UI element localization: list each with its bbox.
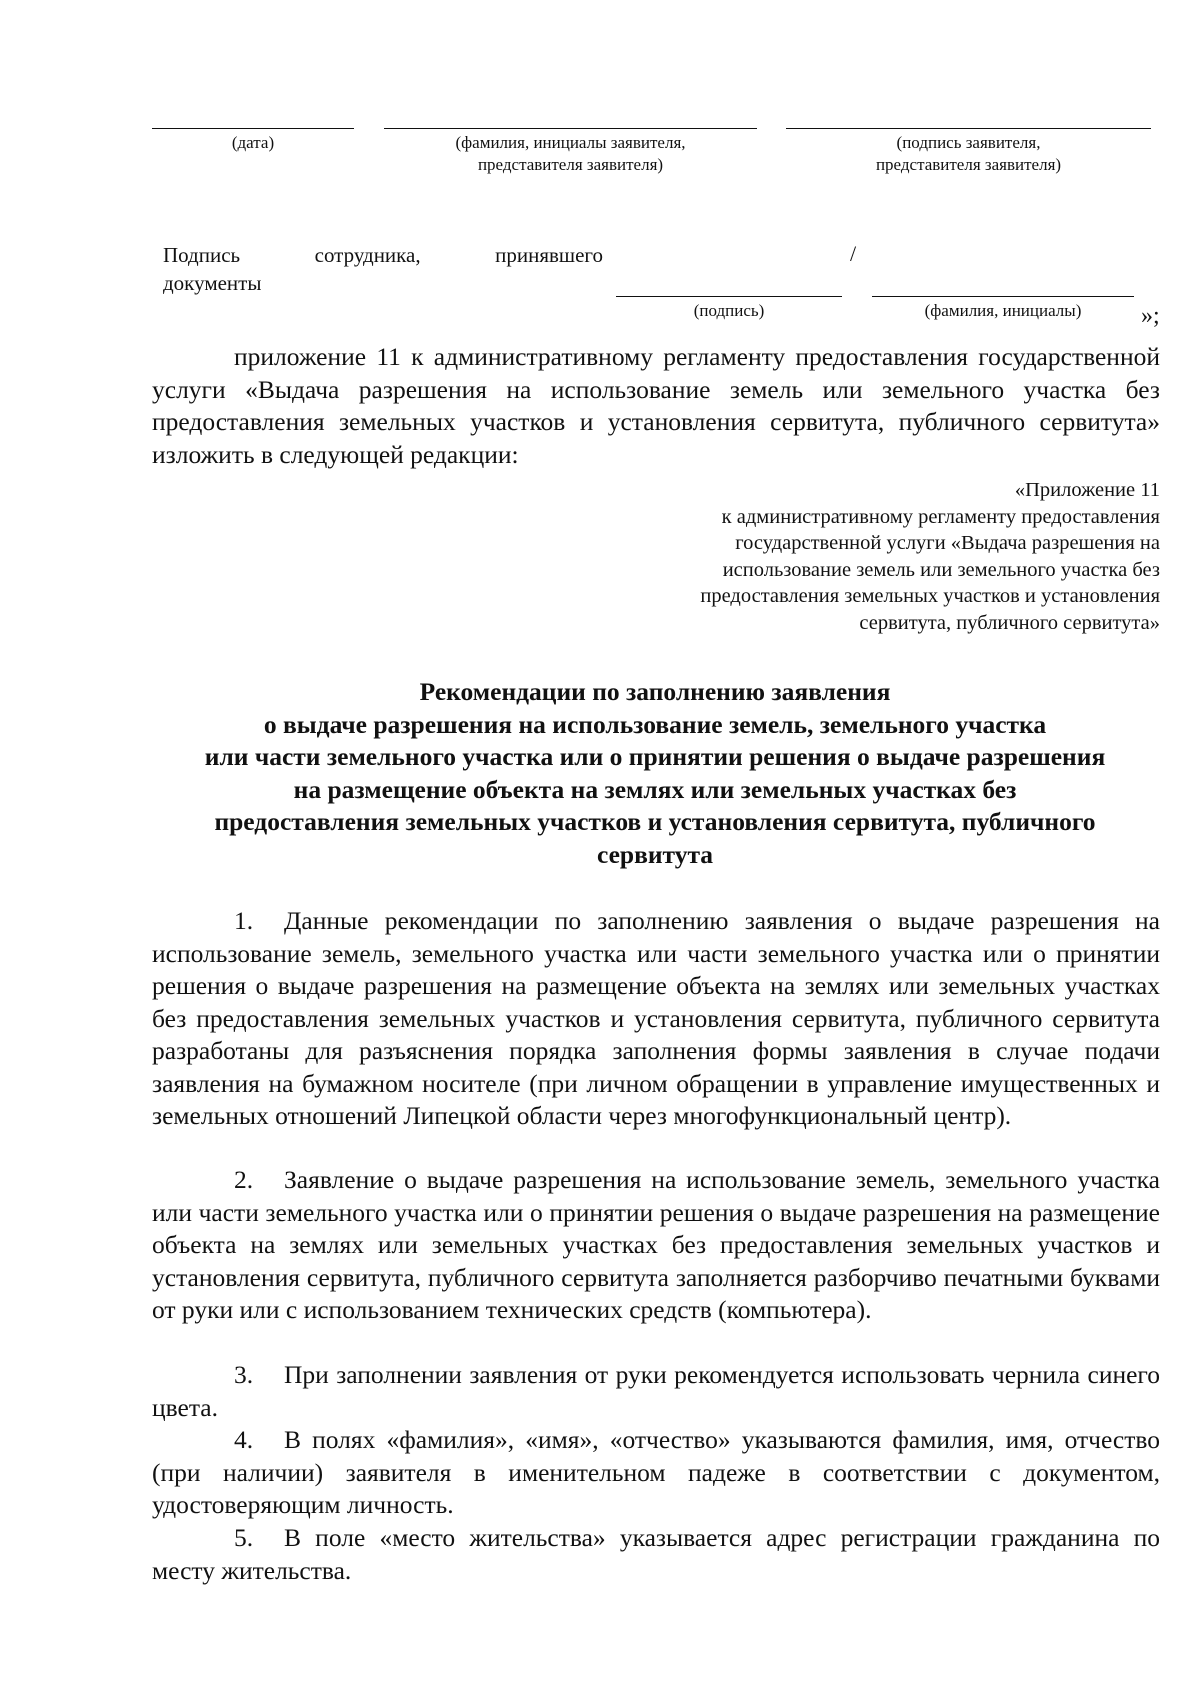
applicant-name-caption	[384, 132, 757, 176]
heading-line: Рекомендации по заполнению заявления	[419, 677, 891, 706]
employee-signature-label-line2: документы	[163, 271, 262, 295]
item-text: Данные рекомендации по заполнению заявления о выдаче разрешения на использование земель, земельного участка или части земельного участка или о принятии решения о выдаче разрешения на размещение объекта на землях или земельных участках без предоставления земельных участков и установления сервитута, публичного сервитута разработаны для разъяснения порядка заполнения формы заявления в случае подачи заявления на бумажном носителе (при личном обращении в управление имущественных и земельных отношений Липецкой области через многофункциональный центр).	[152, 906, 1160, 1130]
heading-line: предоставления земельных участков и установления сервитута, публичного	[214, 807, 1096, 836]
item-number: 4.	[234, 1425, 254, 1454]
heading-line: на размещение объекта на землях или земельных участках без	[293, 774, 1017, 804]
appendix-header	[600, 477, 1160, 636]
item-number: 2.	[234, 1165, 254, 1194]
appendix-header-line: к административному регламенту предоставления	[721, 505, 1160, 528]
numbered-item-5	[152, 1522, 1160, 1587]
employee-name-caption: (фамилия, инициалы)	[924, 301, 1082, 320]
heading-line: о выдаче разрешения на использование земель, земельного участка	[263, 709, 1047, 739]
applicant-signature-caption-line1: (подпись заявителя,	[896, 133, 1041, 152]
employee-signature-caption: (подпись)	[693, 301, 765, 320]
employee-label-word: Подпись	[163, 243, 241, 267]
appendix-header-line: сервитута, публичного сервитута»	[859, 611, 1160, 634]
applicant-signature-line	[786, 128, 1151, 129]
item-number: 3.	[234, 1360, 254, 1389]
employee-signature-label	[163, 241, 603, 269]
appendix-header-line: государственной услуги «Выдача разрешения на	[735, 532, 1160, 554]
closing-mark: »;	[1141, 303, 1160, 329]
item-text: Заявление о выдаче разрешения на использование земель, земельного участка или части земельного участка или о принятии решения о выдаче разрешения на размещение объекта на землях или земельных участках без предоставления земельных участков и установления сервитута, публичного сервитута заполняется разборчиво печатными буквами от руки или с использованием технических средств (компьютера).	[152, 1165, 1160, 1324]
item-text: В поле «место жительства» указывается адрес регистрации гражданина по месту жительства.	[152, 1523, 1160, 1585]
numbered-item-1	[152, 905, 1160, 1133]
document-heading	[140, 676, 1170, 871]
heading-line: или части земельного участка или о принятии решения о выдаче разрешения	[204, 742, 1106, 771]
date-caption: (дата)	[231, 133, 275, 152]
item-number: 5.	[234, 1523, 254, 1552]
numbered-item-2	[152, 1164, 1160, 1327]
applicant-signature-caption	[786, 132, 1151, 176]
employee-label-word: сотрудника,	[314, 243, 421, 267]
employee-name-line	[872, 296, 1134, 297]
heading-line: сервитута	[596, 839, 714, 869]
applicant-name-caption-line1: (фамилия, инициалы заявителя,	[455, 133, 686, 152]
appendix-header-line: предоставления земельных участков и установления	[700, 585, 1160, 607]
employee-label-word: принявшего	[495, 243, 603, 267]
item-text: В полях «фамилия», «имя», «отчество» указываются фамилия, имя, отчество (при наличии) заявителя в именительном падеже в соответствии с документом, удостоверяющим личность.	[152, 1425, 1160, 1519]
date-signature-line	[152, 128, 354, 129]
employee-signature-line	[616, 296, 842, 297]
applicant-signature-caption-line2: представителя заявителя)	[875, 155, 1062, 174]
signature-separator: /	[850, 241, 857, 266]
numbered-item-3	[152, 1359, 1160, 1424]
item-number: 1.	[234, 906, 254, 935]
applicant-name-signature-line	[384, 128, 757, 129]
item-text: При заполнении заявления от руки рекомендуется использовать чернила синего цвета.	[152, 1360, 1160, 1422]
appendix-header-line: использование земель или земельного участка без	[722, 558, 1160, 581]
applicant-name-caption-line2: представителя заявителя)	[477, 155, 664, 174]
appendix-header-line: «Приложение 11	[1014, 479, 1160, 501]
numbered-item-4	[152, 1424, 1160, 1522]
intro-paragraph: приложение 11 к административному регламенту предоставления государственной услуги «Выдача разрешения на использование земель или земельного участка без предоставления земельных участков и установления сервитута, публичного сервитута» изложить в следующей редакции:	[152, 342, 1160, 469]
